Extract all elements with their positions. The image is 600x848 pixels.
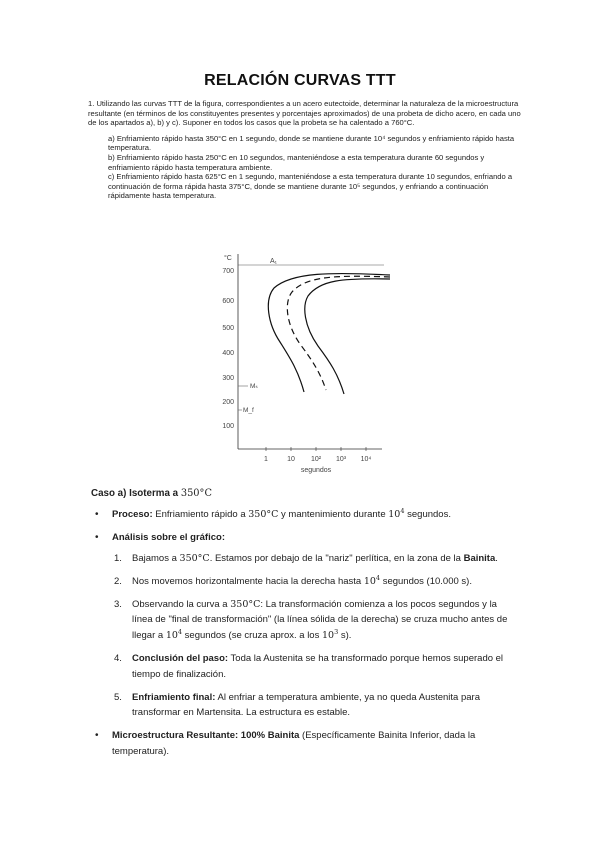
y-tick-200: 200 [222,399,234,406]
step-2 [112,574,511,590]
microestructura-item [91,728,511,759]
step-1-bold: Bainita [463,553,496,564]
step-2-a: Nos movemos horizontalmente hacia la derecha hasta [132,575,364,587]
transformation-end-curve [305,279,390,394]
analisis-label: Análisis sobre el gráfico: [112,531,225,543]
problem-case-b: b) Enfriamiento rápido hasta 250°C en 10 segundos, manteniéndose a esta temperatura durante 60 segundos y enfriamiento rápido hasta temperatura ambiente. [108,152,485,172]
step-1-a: Bajamos a [132,553,180,564]
case-a-title-text: Caso a) Isoterma a [91,488,181,499]
micro-label: Microestructura Resultante: 100% Bainita [112,730,300,742]
x-axis-label: segundos [300,467,332,474]
step-2-exp: 4 [375,573,381,582]
step-2-num: 2. [114,575,122,587]
x-tick-1000: 10³ [335,456,347,463]
analisis-item [91,530,511,722]
proceso-time: 10 [388,509,401,520]
y-ticks [222,268,234,430]
y-tick-300: 300 [222,375,234,382]
problem-case-a: a) Enfriamiento rápido hasta 350°C en 1 segundo, donde se mantiene durante 10⁴ segundos y enfriamiento rápido hasta temperatura. [108,133,515,153]
step-4-label: Conclusión del paso: [132,652,229,664]
step-4 [112,651,511,683]
micro-text: (Específicamente Bainita Inferior, dada la temperatura). [112,730,476,757]
proceso-text-2: y mantenimiento durante [278,509,389,520]
step-5-num: 5. [114,691,122,703]
proceso-temp: 350°C [248,509,279,520]
step-3-d: s). [338,630,352,642]
page-title: RELACIÓN CURVAS TTT [204,72,396,89]
problem-cases [88,134,524,201]
step-3-a: Observando la curva a [132,598,231,610]
mf-label: M_f [243,407,254,414]
y-tick-400: 400 [222,350,234,357]
step-2-time: 10 [363,575,376,587]
problem-case-c: c) Enfriamiento rápido hasta 625°C en 1 segundo, manteniéndose a esta temperatura durante 10 segundos, enfriando a continuación de forma rápida hasta 375°C, donde se mantiene durante 10⁵ segundos, y enfriando a continuación rápidamente hasta temperatura. [108,172,513,201]
solution-list [91,507,511,759]
case-a-temp: 350°C [180,488,212,499]
problem-statement [88,99,524,201]
proceso-exp: 4 [400,506,405,515]
step-3-temp: 350°C [230,598,261,610]
step-3-time: 10 [165,630,178,642]
step-1 [112,551,511,567]
a1-label: A₁ [270,258,278,265]
step-5-text: Al enfriar a temperatura ambiente, ya no queda Austenita para transformar en Martensita. La estructura es estable. [132,691,480,719]
y-tick-700: 700 [222,268,234,275]
problem-intro: 1. Utilizando las curvas TTT de la figura, correspondientes a un acero eutectoide, determinar la naturaleza de la microestructura resultante (en términos de los constituyentes presentes y porcentajes aproximados) de una probeta de dicho acero, en cada uno de los apartados a), b) y c). Suponer en todos los casos que la probeta se ha calentado a 760°C. [88,99,521,128]
ttt-diagram [212,244,390,474]
step-2-b: segundos (10.000 s). [380,575,472,587]
step-3-c: segundos (se cruza aprox. a los [182,630,322,642]
step-3-b: : La transformación comienza a los pocos segundos y la línea de "final de transformación" (la línea sólida de la derecha) se cruza mucho antes de llegar a [132,598,508,642]
x-tick-10: 10 [287,456,295,463]
step-3-time2: 10 [321,630,335,642]
step-5-label: Enfriamiento final: [132,691,216,703]
y-tick-600: 600 [222,298,234,305]
proceso-label: Proceso: [112,509,153,520]
x-tick-100: 10² [310,456,322,463]
transformation-50pct-curve [287,276,390,390]
proceso-text-1: Enfriamiento rápido a [152,509,249,520]
case-a-title [91,486,212,501]
analisis-steps [112,551,511,721]
x-tick-10000: 10⁴ [360,456,372,463]
step-3-num: 3. [114,598,122,610]
y-unit-label: °C [224,255,232,262]
step-4-num: 4. [114,652,122,664]
transformation-start-curve [268,273,390,392]
proceso-text-3: segundos. [404,509,451,520]
y-tick-100: 100 [222,423,234,430]
y-tick-500: 500 [222,325,234,332]
step-5 [112,690,511,722]
proceso-item [91,507,511,523]
step-3-exp2: 3 [334,628,339,637]
step-3 [112,597,511,644]
step-3-exp: 4 [177,628,183,637]
step-1-b: . Estamos por debajo de la "nariz" perlítica, en la zona de la [209,553,464,564]
step-1-temp: 350°C [179,553,210,564]
ms-label: Mₛ [250,383,258,390]
step-4-text: Toda la Austenita se ha transformado porque hemos superado el tiempo de finalización. [132,652,504,680]
step-1-num: 1. [114,553,122,564]
step-1-c: . [495,553,498,564]
x-tick-1: 1 [264,456,268,463]
